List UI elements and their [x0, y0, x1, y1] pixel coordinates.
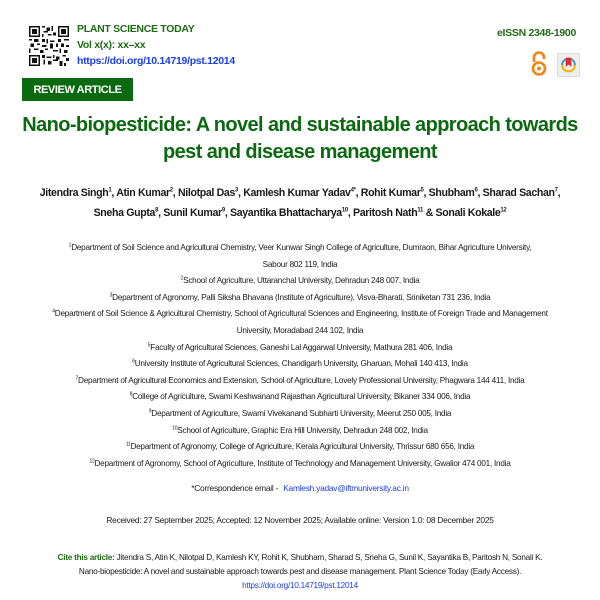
correspondence-email-link[interactable]: Kamlesh.yadav@iftmuniversity.ac.in — [283, 483, 409, 493]
citation-doi-link[interactable]: https://doi.org/10.14719/pst.12014 — [242, 581, 358, 590]
affiliation: $^8$College of Agriculture, Swami Keshwanand Rajasthan Agricultural University, Bikaner 334 006, India — [129, 391, 471, 402]
affiliation: $^{11}$Department of Agronomy, College of Agriculture, Kerala Agricultural University, Thrissur 680 656, India — [125, 441, 475, 452]
affiliation: $^1$Department of Soil Science and Agricultural Chemistry, Veer Kunwar Singh College of Agriculture, Dumraon, Bihar Agriculture University, Sabour 802 119, India — [68, 242, 532, 269]
author: Sharad Sachan$^7$, — [482, 187, 561, 199]
crossmark-icon[interactable] — [557, 53, 580, 77]
author: Sonali Kokale$^{12}$ — [435, 207, 507, 219]
author: Jitendra Singh$^1$, — [39, 187, 117, 199]
affiliation: $^6$University Institute of Agricultural Sciences, Chandigarh University, Gharuan, Mohali 140 413, India — [132, 358, 468, 369]
journal-volume: Vol x(x): xx–xx — [77, 39, 146, 51]
affiliation: $^7$Department of Agricultural Economics and Extension, School of Agriculture, Lovely Professional University, Phagwara 144 411, India — [75, 375, 525, 385]
author: Sayantika Bhattacharya$^{10}$, — [230, 207, 354, 219]
author-list — [10, 183, 590, 223]
article-type-badge: REVIEW ARTICLE — [22, 78, 133, 101]
affiliation: $^{12}$Department of Agronomy, School of Agriculture, Institute of Technology and Management University, Gwalior 474 001, India — [89, 457, 511, 468]
author: Shubham$^6$, — [428, 187, 483, 199]
author: Sneha Gupta$^8$, — [93, 207, 164, 219]
author: Atin Kumar$^2$, — [116, 187, 178, 199]
citation-authors: Jitendra S, Atin K, Nilotpal D, Kamlesh KY, Rohit K, Shubham, Sharad S, Sneha G, Sunil K, Sayantika B, Paritosh N, Sonali K. — [114, 553, 543, 562]
correspondence-label: *Correspondence email - — [191, 483, 279, 493]
title-line-1: Nano-biopesticide: A novel and sustainable approach towards — [22, 114, 578, 136]
author: Paritosh Nath$^{11}$ & — [353, 207, 436, 219]
author: Rohit Kumar$^5$, — [360, 187, 429, 199]
journal-name: PLANT SCIENCE TODAY — [77, 23, 195, 35]
journal-header — [77, 21, 235, 69]
author: Nilotpal Das$^3$, — [177, 187, 244, 199]
open-access-icon[interactable] — [530, 51, 548, 77]
affiliation-list — [5, 240, 595, 472]
eissn: eISSN 2348-1900 — [497, 27, 576, 39]
affiliation: $^{10}$School of Agriculture, Graphic Era Hill University, Dehradun 248 002, India — [172, 424, 428, 435]
doi-link[interactable]: https://doi.org/10.14719/pst.12014 — [77, 55, 235, 67]
title-line-2: pest and disease management — [163, 141, 437, 163]
author: Kamlesh Kumar Yadav$^{4*}$, — [243, 187, 361, 199]
article-title — [20, 112, 580, 166]
publication-dates: Received: 27 September 2025; Accepted: 12 November 2025; Available online: Version 1.0: 08 December 2025 — [106, 515, 494, 525]
affiliation: $^9$Department of Agriculture, Swami Vivekanand Subharti University, Meerut 250 005, India — [148, 408, 452, 418]
affiliation: $^5$Faculty of Agricultural Sciences, Ganeshi Lal Aggarwal University, Mathura 281 406, India — [147, 341, 453, 352]
citation-label: Cite this article: — [57, 553, 115, 562]
author: Sunil Kumar$^9$, — [163, 207, 230, 219]
citation-reference: Nano-biopesticide: A novel and sustainable approach towards pest and disease management. Plant Science Today (Early Access). — [78, 567, 522, 576]
affiliation: $^2$School of Agriculture, Uttaranchal University, Dehradun 248 007, India — [180, 275, 420, 286]
qr-code-icon — [29, 22, 69, 70]
affiliation: $^3$Department of Agronomy, Palli Siksha Bhavana (Institute of Agriculture), Visva-Bharati, Sriniketan 731 236, India — [109, 292, 491, 302]
affiliation: $^4$Department of Soil Science & Agricultural Chemistry, School of Agricultural Sciences and Engineering, Institute of Foreign Trade and Management University, Moradabad 244 102, India — [52, 308, 548, 335]
correspondence — [0, 483, 600, 493]
citation-block — [20, 551, 580, 593]
